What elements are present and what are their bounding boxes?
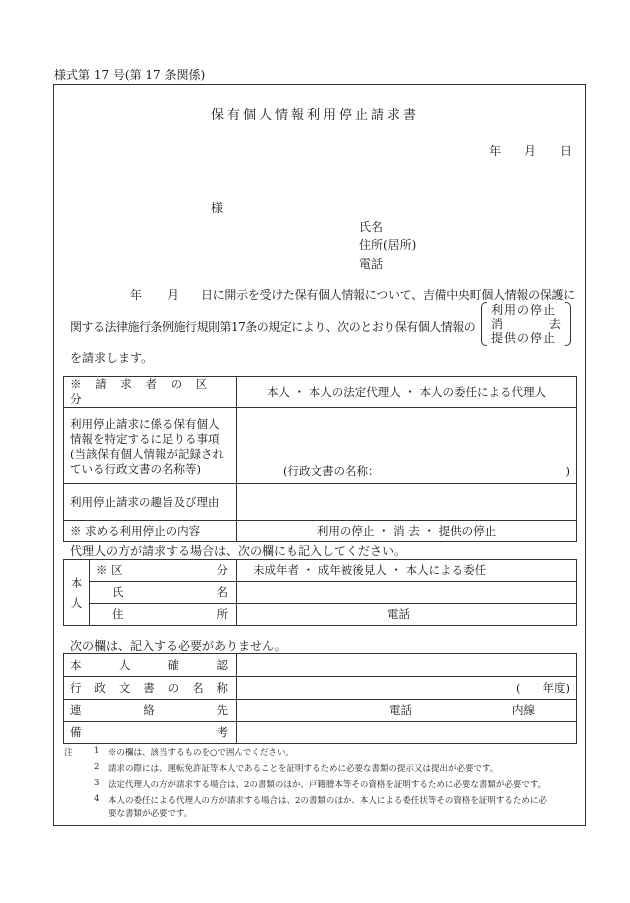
office-table bbox=[63, 653, 577, 744]
date-day: 日 bbox=[560, 144, 573, 158]
note-4-text: 本人の委任による代理人の方が請求する場合は、2の書類のほか、本人による委任状等その資格を証明するために必 bbox=[108, 796, 547, 806]
note-1-text: ※の欄は、該当するものを○で囲んでください。 bbox=[108, 748, 294, 758]
stop-type-bracket bbox=[481, 302, 571, 346]
stop-content-options[interactable]: 利用の停止 ・ 消 去 ・ 提供の停止 bbox=[237, 521, 577, 542]
principal-name-label: 氏 名 bbox=[90, 582, 237, 604]
requester-category-label: ※ 請 求 者 の 区 分 bbox=[64, 377, 237, 408]
notes-prefix: 注 bbox=[64, 748, 73, 758]
contact-field[interactable]: 電話 内線 bbox=[237, 700, 577, 722]
requester-category-options[interactable]: 本人 ・ 本人の法定代理人 ・ 本人の委任による代理人 bbox=[237, 377, 577, 408]
form-title: 保有個人情報利用停止請求書 bbox=[210, 108, 419, 123]
requester-phone-label: 電話 bbox=[359, 257, 384, 271]
target-info-label: 利用停止請求に係る保有個人情報を特定するに足りる事項(当該保有個人情報が記録されている行政文書の名称等) bbox=[64, 408, 237, 484]
agent-category-options[interactable]: 未成年者 ・ 成年被後見人 ・ 本人による委任 bbox=[237, 560, 577, 582]
remarks-label: 備考 bbox=[64, 722, 237, 744]
option-erase-label: 消去 bbox=[491, 317, 561, 331]
form-number: 様式第 17 号(第 17 条関係) bbox=[54, 68, 206, 82]
date-year: 年 bbox=[489, 144, 502, 158]
note-2-text: 請求の際には、運転免許証等本人であることを証明するために必要な書類の提示又は提出が必要です。 bbox=[108, 764, 499, 774]
purpose-field[interactable] bbox=[237, 484, 577, 521]
identity-check-label: 本人確認 bbox=[64, 654, 237, 677]
agent-category-label: ※ 区 分 bbox=[90, 560, 237, 582]
note-3-num: 3 bbox=[94, 778, 100, 788]
agent-table bbox=[63, 559, 577, 626]
purpose-label: 利用停止請求の趣旨及び理由 bbox=[64, 484, 237, 521]
requester-address-label: 住所(居所) bbox=[359, 238, 417, 252]
principal-address-label: 住 所 bbox=[90, 604, 237, 626]
note-4-text-cont: 要な書類が必要です。 bbox=[108, 809, 193, 819]
stop-content-label: ※ 求める利用停止の内容 bbox=[64, 521, 237, 542]
target-info-field[interactable] bbox=[237, 408, 577, 484]
note-1-num: 1 bbox=[94, 746, 100, 756]
note-3-text: 法定代理人の方が請求する場合は、2の書類のほか、戸籍謄本等その資格を証明するために必要な書類が必要です。 bbox=[108, 780, 547, 790]
request-table bbox=[63, 376, 577, 542]
office-heading: 次の欄は、記入する必要がありません。 bbox=[70, 639, 287, 653]
document-name-open: (行政文書の名称： bbox=[283, 464, 380, 478]
remarks-field[interactable] bbox=[237, 722, 577, 744]
date-month: 月 bbox=[524, 144, 537, 158]
option-erase bbox=[491, 317, 561, 331]
contact-label: 連絡先 bbox=[64, 700, 237, 722]
body-line3: を請求します。 bbox=[70, 351, 154, 365]
note-4-num: 4 bbox=[94, 794, 100, 804]
note-2-num: 2 bbox=[94, 762, 100, 772]
document-title-label: 行政文書の名称 bbox=[64, 677, 237, 700]
body-line1: 日に開示を受けた保有個人情報について、吉備中央町個人情報の保護に bbox=[201, 288, 575, 302]
principal-name-field[interactable] bbox=[237, 582, 577, 604]
body-line2: 関する法律施行条例施行規則第17条の規定により、次のとおり保有個人情報の bbox=[70, 320, 476, 334]
principal-side-label: 本人 bbox=[64, 560, 90, 626]
option-stop-provision: 提供の停止 bbox=[491, 331, 557, 345]
option-stop-use: 利用の停止 bbox=[491, 303, 557, 317]
requester-name-label: 氏名 bbox=[359, 220, 384, 234]
body-year: 年 bbox=[130, 288, 143, 302]
document-name-close: ) bbox=[565, 464, 570, 478]
agent-heading: 代理人の方が請求する場合は、次の欄にも記入してください。 bbox=[70, 544, 407, 558]
body-month: 月 bbox=[167, 288, 180, 302]
document-title-field[interactable]: ( 年度) bbox=[237, 677, 577, 700]
addressee-suffix: 様 bbox=[211, 201, 224, 215]
principal-address-field[interactable]: 電話 bbox=[237, 604, 577, 626]
identity-check-field[interactable] bbox=[237, 654, 577, 677]
